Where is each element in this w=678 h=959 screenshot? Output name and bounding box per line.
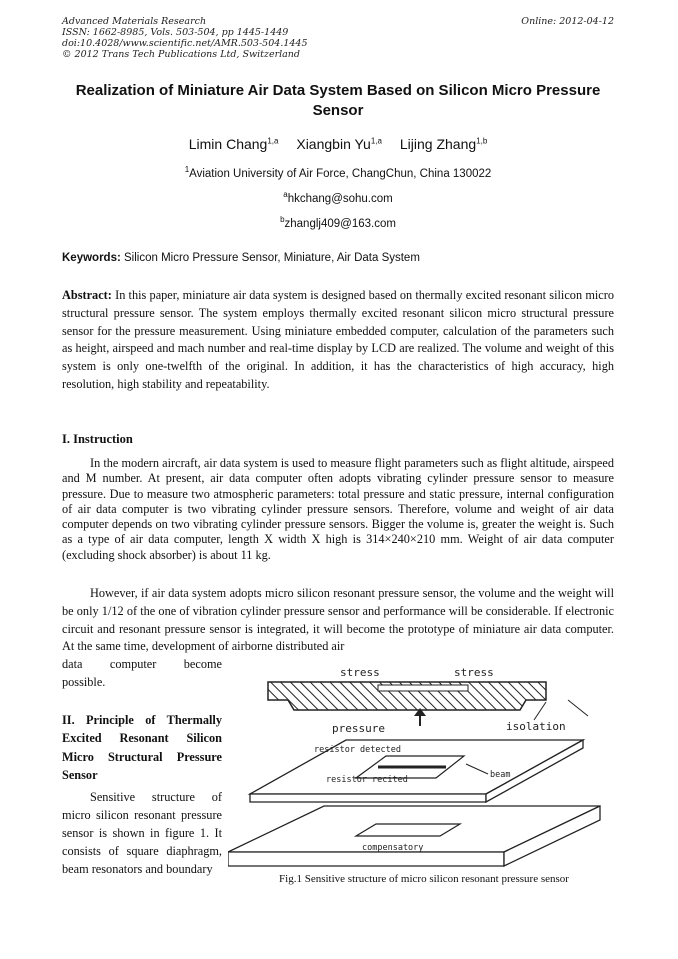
isolation-leader (534, 702, 546, 720)
header-line: ISSN: 1662-8985, Vols. 503-504, pp 1445-1449 (62, 27, 289, 38)
online-date: Online: 2012-04-12 (521, 16, 614, 27)
author (296, 136, 382, 152)
sensor-structure-figure (228, 660, 620, 872)
isolation-label: isolation (506, 720, 566, 733)
paragraph: In the modern aircraft, air data system is used to measure flight parameters such as flight altitude, airspeed and M number. At present, air data computer often adopts vibrating cylinder pressure sensor to measure pressure. Due to measure two atmospheric parameters: total pressure and static pressure, internal configuration of air data computer is two vibrating cylinder pressure sensors. Therefore, volume and weight of air data computer depends on two vibrating cylinder pressure sensors. Bigger the volume is, greater the weight is. Such as a type of air data computer, length X width X high is 314×240×210 mm. Weight of air data computer (excluding shock absorber) is about 11 kg. (62, 456, 614, 562)
beam-gap (378, 685, 468, 691)
para2-tail-2: possible. (62, 675, 106, 689)
author-sup: 1,b (476, 136, 488, 146)
section1-para2 (62, 585, 614, 656)
paragraph: Sensitive structure of micro silicon resonant pressure sensor is shown in figure 1. It consists of square diaphragm, beam resonators and boundary (62, 790, 222, 876)
cross-section-diagram (268, 666, 588, 735)
paper-title: Realization of Miniature Air Data System Based on Silicon Micro Pressure Sensor (75, 82, 601, 119)
keywords (62, 252, 622, 264)
section2-para (62, 789, 222, 879)
isolation-leader (568, 700, 588, 716)
keywords-label: Keywords: (62, 252, 121, 264)
resistor-detected-label: resistor detected (314, 745, 401, 755)
figure-caption: Fig.1 Sensitive structure of micro silicon resonant pressure sensor (279, 873, 569, 885)
email-sup: b (280, 215, 285, 224)
abstract-text: In this paper, miniature air data system is designed based on thermally excited resonant silicon micro structural pressure sensor. The system employs thermally excited resonant silicon micro structural pressure sensor for the pressure measurement. Using miniature embedded computer, calculation of the parameters such as height, airspeed and mach number and real-time display by LCD are realized. The volume and weight of this system is only one-twelfth of the original. In addition, it has the characteristics of high accuracy, high resolution, high stability and repeatability. (62, 288, 614, 391)
stress-label-left: stress (340, 666, 380, 679)
stress-label-right: stress (454, 666, 494, 679)
affiliation (62, 165, 614, 180)
journal-header (62, 16, 308, 60)
paragraph: However, if air data system adopts micro silicon resonant pressure sensor, the volume and the weight will be only 1/12 of the one of vibration cylinder pressure sensor and performance will be considerable. If electronic circuit and resonant pressure sensor is integrated, it will become the prototype of miniature air data computer. At the same time, development of airborne distributed air (62, 586, 614, 654)
affiliation-text: Aviation University of Air Force, ChangChun, China 130022 (189, 167, 492, 180)
top-plate-front (250, 794, 486, 802)
abstract (62, 287, 614, 394)
section-heading-1: I. Instruction (62, 432, 133, 446)
author-name: Lijing Zhang (399, 136, 477, 152)
pressure-label: pressure (332, 722, 385, 735)
section-heading-2: II. Principle of Thermally Excited Resonant Silicon Micro Structural Pressure Sensor (62, 713, 222, 783)
section1-para1 (62, 456, 614, 563)
author-name: Limin Chang (188, 136, 268, 152)
author-sup: 1,a (370, 136, 382, 146)
beam-label: beam (490, 770, 511, 780)
resistor-recited-label: resistor recited (326, 775, 408, 785)
affiliation-sup: 1 (184, 165, 190, 174)
author (400, 136, 487, 152)
email-a (62, 190, 614, 205)
compensatory-label: compensatory (362, 843, 424, 853)
email-sup: a (283, 190, 288, 199)
header-line: © 2012 Trans Tech Publications Ltd, Switzerland (62, 49, 301, 60)
email-b (62, 215, 614, 230)
author-list (62, 136, 614, 152)
isometric-diagram (228, 740, 600, 866)
email-text[interactable]: zhanglj409@163.com (284, 217, 396, 230)
header-line: doi:10.4028/www.scientific.net/AMR.503-504.1445 (62, 38, 308, 49)
author-sup: 1,a (267, 136, 279, 146)
para2-tail-1: data computer become (62, 657, 222, 671)
keywords-text: Silicon Micro Pressure Sensor, Miniature, Air Data System (124, 252, 420, 264)
base-plate-front (228, 852, 504, 866)
author-name: Xiangbin Yu (296, 136, 371, 152)
header-line: Advanced Materials Research (62, 16, 207, 27)
author (189, 136, 279, 152)
abstract-label: Abstract: (62, 288, 112, 302)
email-text[interactable]: hkchang@sohu.com (287, 192, 393, 205)
